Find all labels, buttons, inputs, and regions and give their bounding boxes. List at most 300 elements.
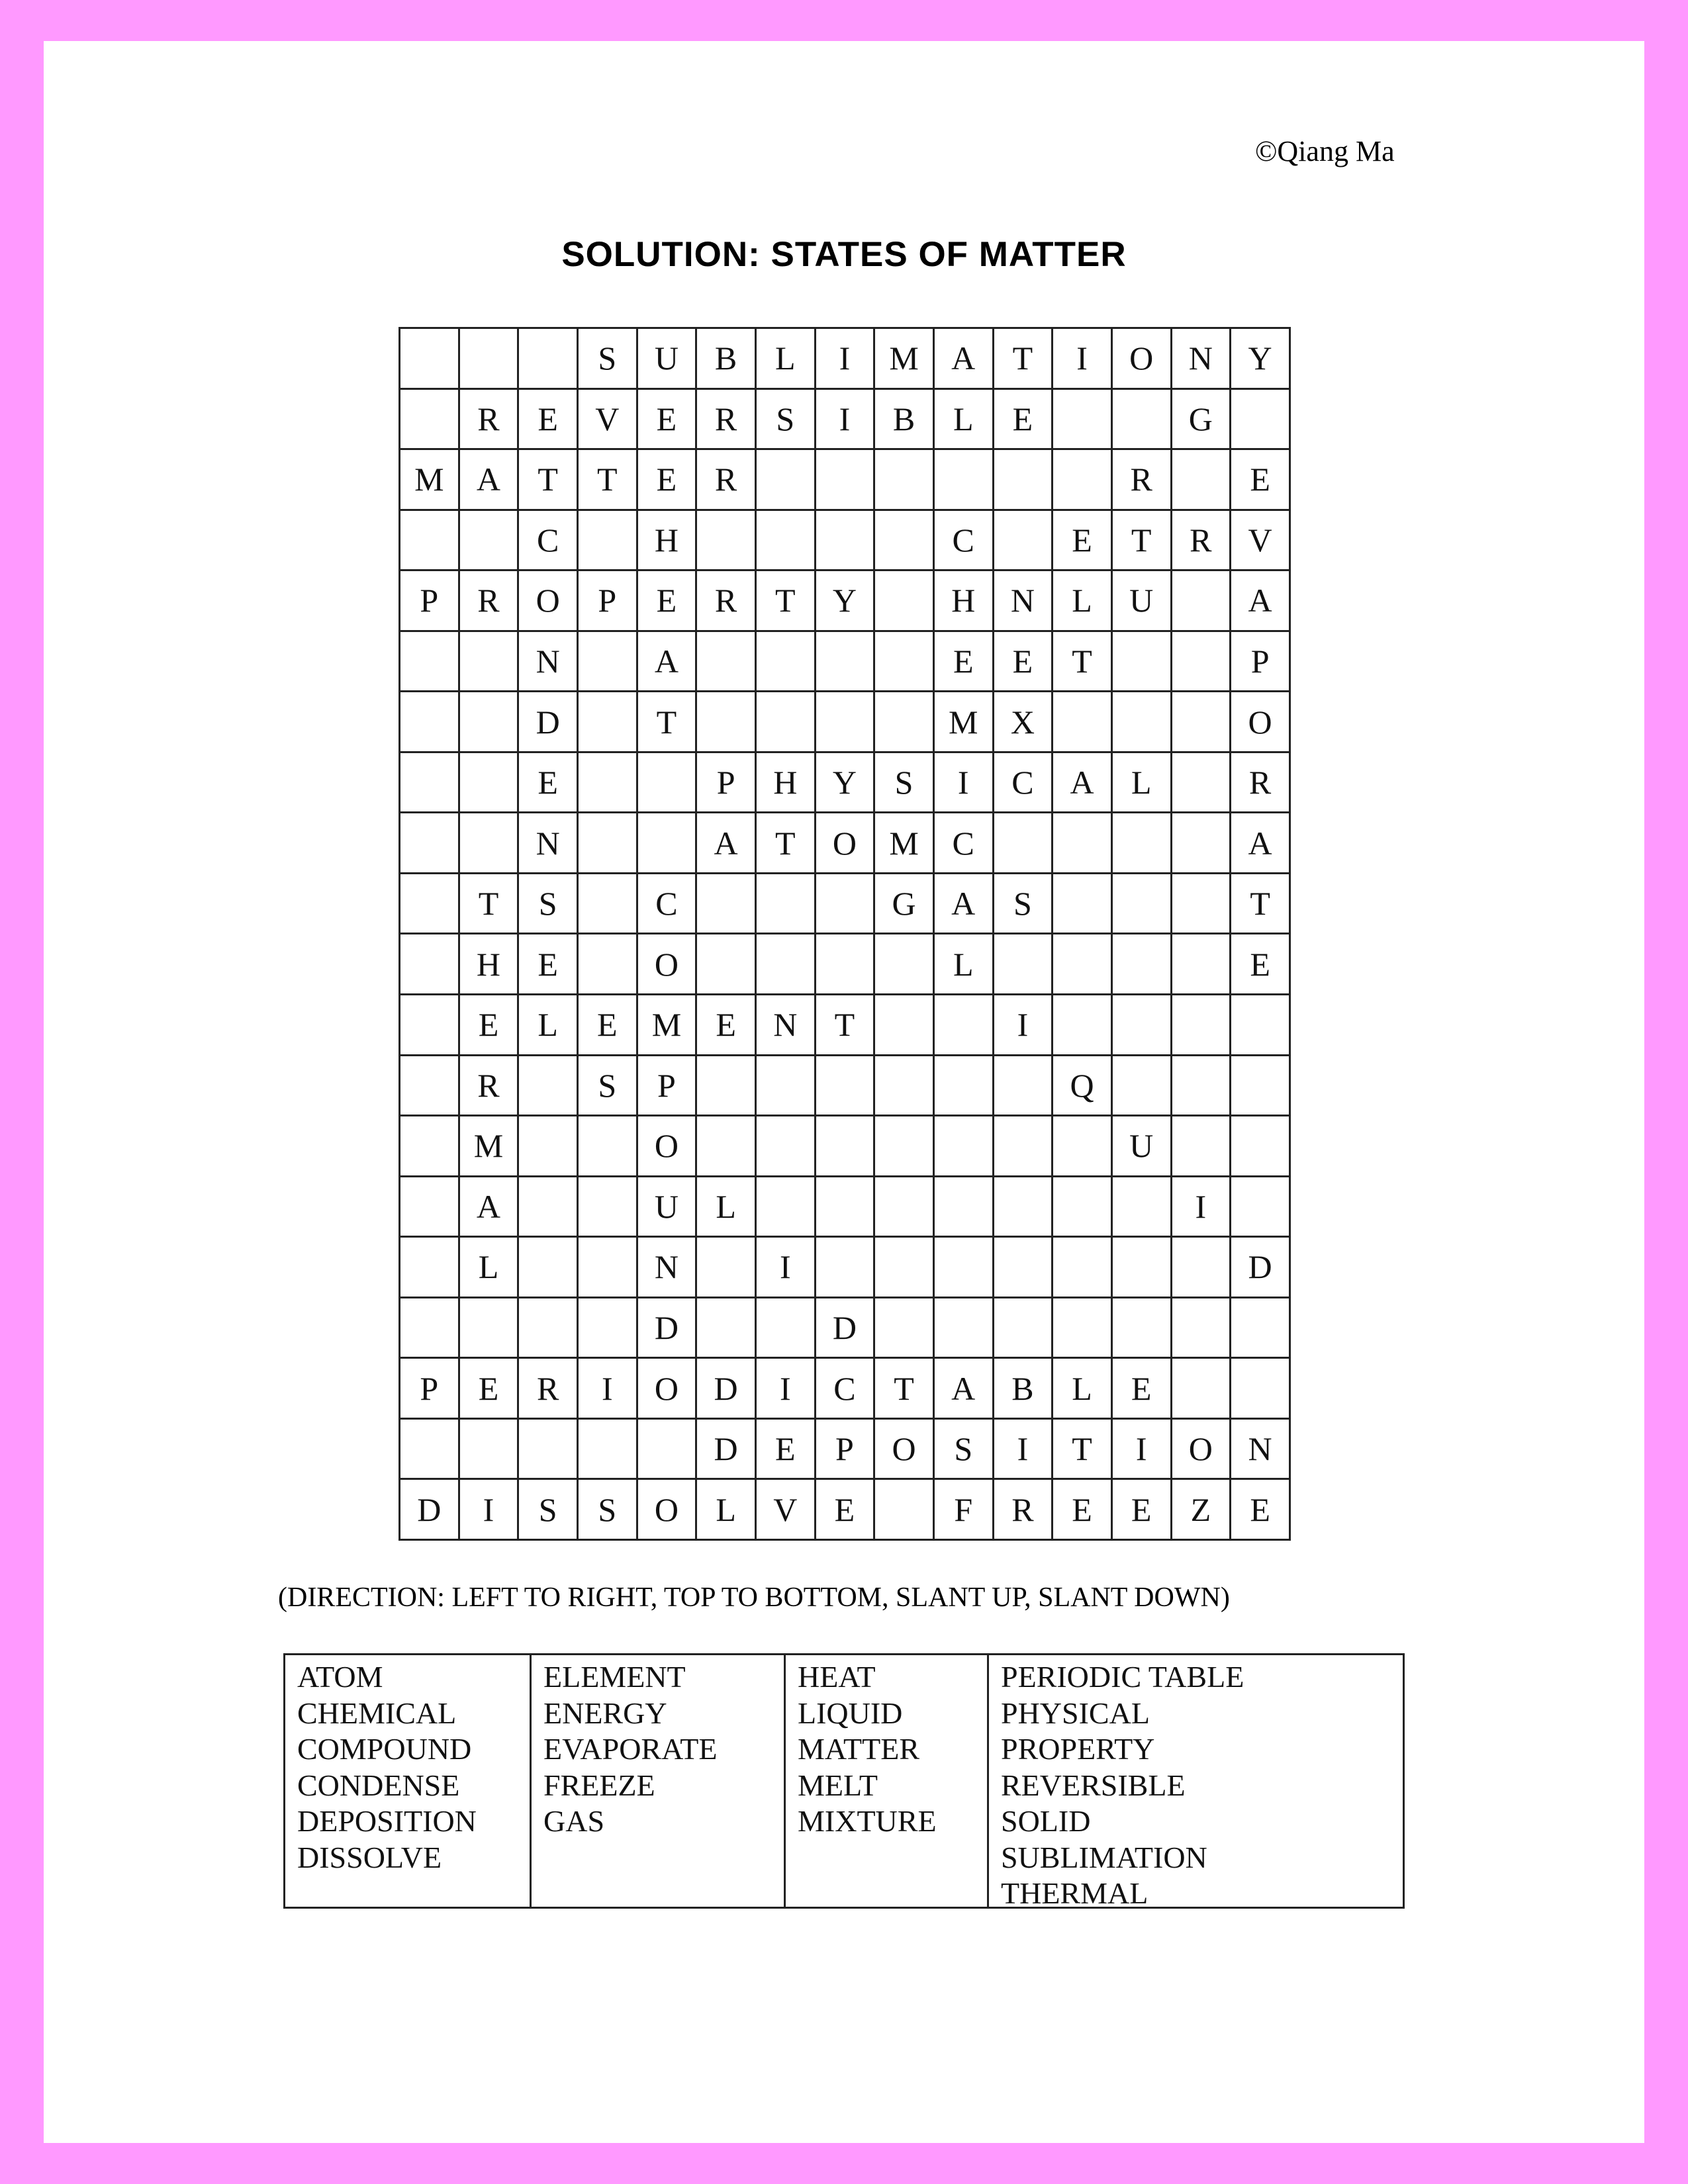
grid-cell	[993, 1116, 1053, 1177]
grid-cell	[518, 1418, 578, 1479]
grid-cell	[1231, 1358, 1290, 1419]
grid-cell: T	[459, 873, 518, 934]
grid-cell: T	[1231, 873, 1290, 934]
grid-cell	[993, 813, 1053, 874]
grid-cell: T	[518, 449, 578, 510]
grid-cell: A	[696, 813, 756, 874]
grid-row	[400, 631, 1290, 692]
grid-cell	[1111, 1237, 1171, 1298]
grid-cell: U	[637, 1176, 696, 1237]
grid-cell: C	[933, 813, 993, 874]
grid-cell: E	[933, 631, 993, 692]
grid-cell: A	[1053, 752, 1112, 813]
grid-cell: A	[933, 328, 993, 389]
grid-cell: R	[1111, 449, 1171, 510]
grid-cell	[637, 813, 696, 874]
grid-cell: G	[1171, 388, 1231, 449]
word-bank-item: FREEZE	[543, 1768, 655, 1802]
word-bank-item: CHEMICAL	[297, 1696, 457, 1730]
grid-cell	[755, 1176, 815, 1237]
grid-cell	[1111, 692, 1171, 752]
grid-cell	[518, 328, 578, 389]
grid-cell: T	[577, 449, 637, 510]
grid-cell: I	[1053, 328, 1112, 389]
grid-cell	[1171, 1297, 1231, 1358]
grid-cell	[518, 1055, 578, 1116]
word-bank-column-2	[530, 1655, 784, 1907]
grid-cell: Y	[1231, 328, 1290, 389]
grid-cell: I	[755, 1237, 815, 1298]
grid-row	[400, 570, 1290, 631]
grid-row	[400, 510, 1290, 570]
grid-cell: H	[637, 510, 696, 570]
grid-cell: T	[1053, 1418, 1112, 1479]
grid-cell	[1053, 873, 1112, 934]
grid-cell: S	[577, 1479, 637, 1540]
grid-cell	[933, 1116, 993, 1177]
word-bank-item: DISSOLVE	[297, 1840, 442, 1874]
grid-cell: V	[755, 1479, 815, 1540]
grid-cell: O	[1111, 328, 1171, 389]
grid-cell: T	[755, 813, 815, 874]
grid-cell	[400, 1176, 459, 1237]
grid-cell: A	[933, 873, 993, 934]
grid-cell: O	[518, 570, 578, 631]
word-bank-item: PERIODIC TABLE	[1001, 1660, 1244, 1694]
word-search-grid	[399, 327, 1291, 1541]
grid-cell	[1231, 1055, 1290, 1116]
grid-cell: R	[1231, 752, 1290, 813]
grid-cell: I	[755, 1358, 815, 1419]
grid-cell	[696, 934, 756, 995]
grid-cell	[755, 1116, 815, 1177]
grid-cell	[1171, 813, 1231, 874]
grid-cell	[1111, 873, 1171, 934]
grid-cell	[755, 1055, 815, 1116]
grid-cell	[1171, 873, 1231, 934]
grid-cell: L	[1053, 570, 1112, 631]
grid-cell: O	[1171, 1418, 1231, 1479]
grid-cell	[933, 1176, 993, 1237]
grid-cell	[1171, 631, 1231, 692]
grid-cell: L	[933, 388, 993, 449]
grid-cell: B	[696, 328, 756, 389]
grid-cell: D	[1231, 1237, 1290, 1298]
grid-cell: E	[1053, 1479, 1112, 1540]
word-bank-item: SOLID	[1001, 1804, 1091, 1838]
grid-cell	[459, 1297, 518, 1358]
grid-cell	[1231, 1116, 1290, 1177]
grid-row	[400, 813, 1290, 874]
grid-cell: I	[815, 328, 874, 389]
grid-cell	[696, 692, 756, 752]
grid-row	[400, 873, 1290, 934]
grid-row	[400, 388, 1290, 449]
grid-cell	[755, 449, 815, 510]
grid-row	[400, 1358, 1290, 1419]
grid-cell: A	[637, 631, 696, 692]
grid-cell: O	[637, 934, 696, 995]
grid-cell: M	[459, 1116, 518, 1177]
grid-cell: N	[637, 1237, 696, 1298]
grid-cell: Q	[1053, 1055, 1112, 1116]
grid-cell	[577, 934, 637, 995]
grid-cell	[400, 995, 459, 1056]
grid-cell: N	[1171, 328, 1231, 389]
grid-cell	[933, 449, 993, 510]
grid-cell: A	[459, 449, 518, 510]
grid-cell: I	[993, 995, 1053, 1056]
grid-cell	[1171, 995, 1231, 1056]
grid-cell: E	[1231, 934, 1290, 995]
word-bank-column-3	[784, 1655, 987, 1907]
grid-cell: E	[993, 631, 1053, 692]
grid-cell	[696, 873, 756, 934]
grid-cell: B	[993, 1358, 1053, 1419]
grid-cell: I	[1111, 1418, 1171, 1479]
grid-cell: E	[1231, 449, 1290, 510]
grid-cell	[1053, 388, 1112, 449]
grid-cell: L	[755, 328, 815, 389]
grid-cell: E	[637, 388, 696, 449]
grid-cell	[993, 449, 1053, 510]
grid-cell	[400, 813, 459, 874]
grid-cell	[459, 813, 518, 874]
grid-cell: P	[637, 1055, 696, 1116]
grid-cell	[755, 692, 815, 752]
grid-cell: I	[1171, 1176, 1231, 1237]
grid-cell: E	[1053, 510, 1112, 570]
grid-cell: H	[933, 570, 993, 631]
grid-cell	[874, 1116, 934, 1177]
grid-cell: D	[696, 1418, 756, 1479]
grid-cell	[400, 510, 459, 570]
grid-cell: S	[518, 1479, 578, 1540]
grid-cell	[1053, 1237, 1112, 1298]
direction-note: (DIRECTION: LEFT TO RIGHT, TOP TO BOTTOM, SLANT UP, SLANT DOWN)	[278, 1582, 1230, 1613]
grid-cell: P	[400, 570, 459, 631]
grid-cell	[1171, 1358, 1231, 1419]
page-title: SOLUTION: STATES OF MATTER	[561, 235, 1127, 274]
grid-cell	[459, 510, 518, 570]
grid-cell: S	[874, 752, 934, 813]
grid-cell	[400, 752, 459, 813]
grid-cell: I	[993, 1418, 1053, 1479]
grid-cell	[1171, 1237, 1231, 1298]
grid-cell	[874, 934, 934, 995]
grid-cell	[755, 1297, 815, 1358]
grid-cell: E	[755, 1418, 815, 1479]
grid-cell	[1053, 692, 1112, 752]
grid-cell	[459, 692, 518, 752]
grid-cell: P	[400, 1358, 459, 1419]
word-bank	[283, 1653, 1405, 1909]
grid-cell	[993, 1176, 1053, 1237]
grid-cell	[577, 631, 637, 692]
word-bank-item: CONDENSE	[297, 1768, 460, 1802]
copyright-notice: ©Qiang Ma	[1255, 135, 1395, 167]
grid-cell: O	[1231, 692, 1290, 752]
grid-cell	[1053, 1176, 1112, 1237]
grid-cell	[874, 1055, 934, 1116]
grid-cell: I	[933, 752, 993, 813]
grid-cell: T	[993, 328, 1053, 389]
grid-cell: I	[815, 388, 874, 449]
grid-cell: R	[696, 449, 756, 510]
word-bank-item: EVAPORATE	[543, 1732, 718, 1766]
grid-cell: P	[1231, 631, 1290, 692]
grid-cell	[577, 813, 637, 874]
grid-cell: N	[755, 995, 815, 1056]
grid-cell	[637, 752, 696, 813]
grid-row	[400, 692, 1290, 752]
grid-cell: B	[874, 388, 934, 449]
grid-cell	[1171, 1055, 1231, 1116]
grid-cell: L	[696, 1176, 756, 1237]
grid-cell: S	[577, 1055, 637, 1116]
grid-cell	[1231, 1176, 1290, 1237]
grid-cell	[400, 328, 459, 389]
grid-cell	[1053, 995, 1112, 1056]
grid-cell	[755, 510, 815, 570]
grid-cell: E	[459, 1358, 518, 1419]
grid-cell	[400, 692, 459, 752]
grid-cell	[577, 752, 637, 813]
grid-cell	[1111, 1176, 1171, 1237]
grid-cell: E	[459, 995, 518, 1056]
grid-cell: R	[696, 388, 756, 449]
grid-cell: D	[637, 1297, 696, 1358]
grid-row	[400, 1176, 1290, 1237]
grid-cell: P	[696, 752, 756, 813]
word-bank-item: PHYSICAL	[1001, 1696, 1150, 1730]
grid-cell	[933, 1055, 993, 1116]
grid-cell	[400, 1297, 459, 1358]
grid-cell	[815, 692, 874, 752]
grid-cell: T	[637, 692, 696, 752]
grid-cell: C	[933, 510, 993, 570]
grid-cell: M	[874, 328, 934, 389]
grid-cell: T	[1111, 510, 1171, 570]
grid-cell: O	[637, 1358, 696, 1419]
grid-cell	[874, 1479, 934, 1540]
grid-cell: L	[696, 1479, 756, 1540]
grid-cell: H	[459, 934, 518, 995]
grid-cell	[815, 1176, 874, 1237]
grid-cell	[933, 995, 993, 1056]
grid-cell	[1053, 934, 1112, 995]
grid-cell: I	[577, 1358, 637, 1419]
grid-cell: S	[518, 873, 578, 934]
grid-cell	[815, 1116, 874, 1177]
grid-cell: S	[577, 328, 637, 389]
grid-cell	[577, 1297, 637, 1358]
grid-cell: O	[637, 1479, 696, 1540]
grid-cell	[993, 510, 1053, 570]
grid-cell: E	[518, 752, 578, 813]
word-bank-item: MATTER	[798, 1732, 919, 1766]
grid-cell	[874, 449, 934, 510]
grid-cell: E	[1111, 1358, 1171, 1419]
grid-cell	[815, 449, 874, 510]
grid-cell	[577, 1176, 637, 1237]
grid-cell	[518, 1237, 578, 1298]
grid-cell: F	[933, 1479, 993, 1540]
grid-cell	[874, 631, 934, 692]
grid-cell: E	[637, 570, 696, 631]
grid-row	[400, 1479, 1290, 1540]
grid-cell	[874, 510, 934, 570]
grid-cell	[993, 934, 1053, 995]
grid-cell	[1111, 995, 1171, 1056]
grid-cell: L	[459, 1237, 518, 1298]
grid-cell	[1053, 1116, 1112, 1177]
grid-cell: E	[815, 1479, 874, 1540]
grid-cell	[874, 1237, 934, 1298]
grid-cell: Z	[1171, 1479, 1231, 1540]
grid-cell: N	[518, 631, 578, 692]
grid-cell: N	[518, 813, 578, 874]
grid-cell	[1111, 388, 1171, 449]
grid-cell: R	[1171, 510, 1231, 570]
grid-cell: L	[1053, 1358, 1112, 1419]
grid-cell: D	[518, 692, 578, 752]
grid-cell	[400, 934, 459, 995]
grid-cell	[577, 510, 637, 570]
grid-cell	[1111, 1055, 1171, 1116]
word-bank-item: REVERSIBLE	[1001, 1768, 1186, 1802]
grid-cell: D	[815, 1297, 874, 1358]
grid-cell	[400, 631, 459, 692]
word-bank-item: GAS	[543, 1804, 605, 1838]
grid-cell	[1231, 1297, 1290, 1358]
grid-cell	[518, 1176, 578, 1237]
grid-cell: M	[400, 449, 459, 510]
grid-cell: E	[518, 934, 578, 995]
grid-cell: V	[577, 388, 637, 449]
grid-cell	[815, 510, 874, 570]
grid-cell: N	[993, 570, 1053, 631]
word-bank-column-1	[285, 1655, 530, 1907]
grid-cell: D	[696, 1358, 756, 1419]
grid-cell: T	[755, 570, 815, 631]
grid-cell: L	[1111, 752, 1171, 813]
grid-cell: E	[518, 388, 578, 449]
grid-cell: E	[577, 995, 637, 1056]
grid-cell: G	[874, 873, 934, 934]
grid-cell	[400, 1055, 459, 1116]
grid-cell: T	[815, 995, 874, 1056]
grid-row	[400, 1237, 1290, 1298]
grid-cell	[1171, 449, 1231, 510]
grid-cell	[1171, 1116, 1231, 1177]
grid-cell	[933, 1237, 993, 1298]
grid-cell: P	[577, 570, 637, 631]
grid-cell: O	[874, 1418, 934, 1479]
grid-cell	[1171, 692, 1231, 752]
grid-cell: H	[755, 752, 815, 813]
grid-cell	[696, 631, 756, 692]
grid-cell	[518, 1297, 578, 1358]
grid-cell	[815, 631, 874, 692]
grid-row	[400, 995, 1290, 1056]
grid-row	[400, 1297, 1290, 1358]
grid-cell	[874, 692, 934, 752]
grid-cell	[637, 1418, 696, 1479]
grid-cell: C	[993, 752, 1053, 813]
grid-cell	[1053, 813, 1112, 874]
grid-cell: C	[637, 873, 696, 934]
grid-row	[400, 934, 1290, 995]
grid-cell	[577, 692, 637, 752]
grid-cell: E	[1111, 1479, 1171, 1540]
grid-cell	[874, 1297, 934, 1358]
grid-row	[400, 1116, 1290, 1177]
grid-cell: T	[1053, 631, 1112, 692]
grid-row	[400, 1418, 1290, 1479]
grid-cell	[815, 873, 874, 934]
grid-row	[400, 752, 1290, 813]
grid-cell: U	[637, 328, 696, 389]
grid-cell	[400, 1418, 459, 1479]
word-bank-item: ENERGY	[543, 1696, 667, 1730]
grid-cell	[577, 1116, 637, 1177]
grid-cell: X	[993, 692, 1053, 752]
word-bank-item: MIXTURE	[798, 1804, 937, 1838]
grid-cell	[874, 570, 934, 631]
grid-cell: S	[933, 1418, 993, 1479]
word-bank-item: LIQUID	[798, 1696, 903, 1730]
grid-cell: R	[459, 388, 518, 449]
word-bank-item: DEPOSITION	[297, 1804, 477, 1838]
grid-cell: M	[874, 813, 934, 874]
grid-cell	[874, 1176, 934, 1237]
word-bank-item: PROPERTY	[1001, 1732, 1155, 1766]
grid-cell	[400, 1237, 459, 1298]
grid-cell: M	[933, 692, 993, 752]
grid-cell: R	[518, 1358, 578, 1419]
grid-cell	[696, 1116, 756, 1177]
grid-cell	[755, 934, 815, 995]
grid-cell: Y	[815, 570, 874, 631]
grid-cell: R	[459, 1055, 518, 1116]
grid-cell: E	[696, 995, 756, 1056]
grid-row	[400, 1055, 1290, 1116]
grid-cell: U	[1111, 1116, 1171, 1177]
grid-cell	[755, 873, 815, 934]
grid-cell: M	[637, 995, 696, 1056]
grid-cell: T	[874, 1358, 934, 1419]
word-bank-item: SUBLIMATION	[1001, 1840, 1207, 1874]
grid-cell	[696, 1297, 756, 1358]
grid-cell: O	[815, 813, 874, 874]
grid-cell	[993, 1237, 1053, 1298]
grid-cell: C	[815, 1358, 874, 1419]
grid-cell	[874, 995, 934, 1056]
grid-cell	[1111, 631, 1171, 692]
word-bank-item: THERMAL	[1001, 1876, 1149, 1910]
grid-cell	[1111, 1297, 1171, 1358]
grid-cell: I	[459, 1479, 518, 1540]
grid-cell	[400, 873, 459, 934]
word-bank-item: ATOM	[297, 1660, 383, 1694]
grid-cell	[1171, 570, 1231, 631]
grid-cell: L	[933, 934, 993, 995]
grid-cell	[815, 1055, 874, 1116]
word-bank-item: HEAT	[798, 1660, 876, 1694]
grid-cell	[696, 1237, 756, 1298]
grid-cell	[400, 388, 459, 449]
